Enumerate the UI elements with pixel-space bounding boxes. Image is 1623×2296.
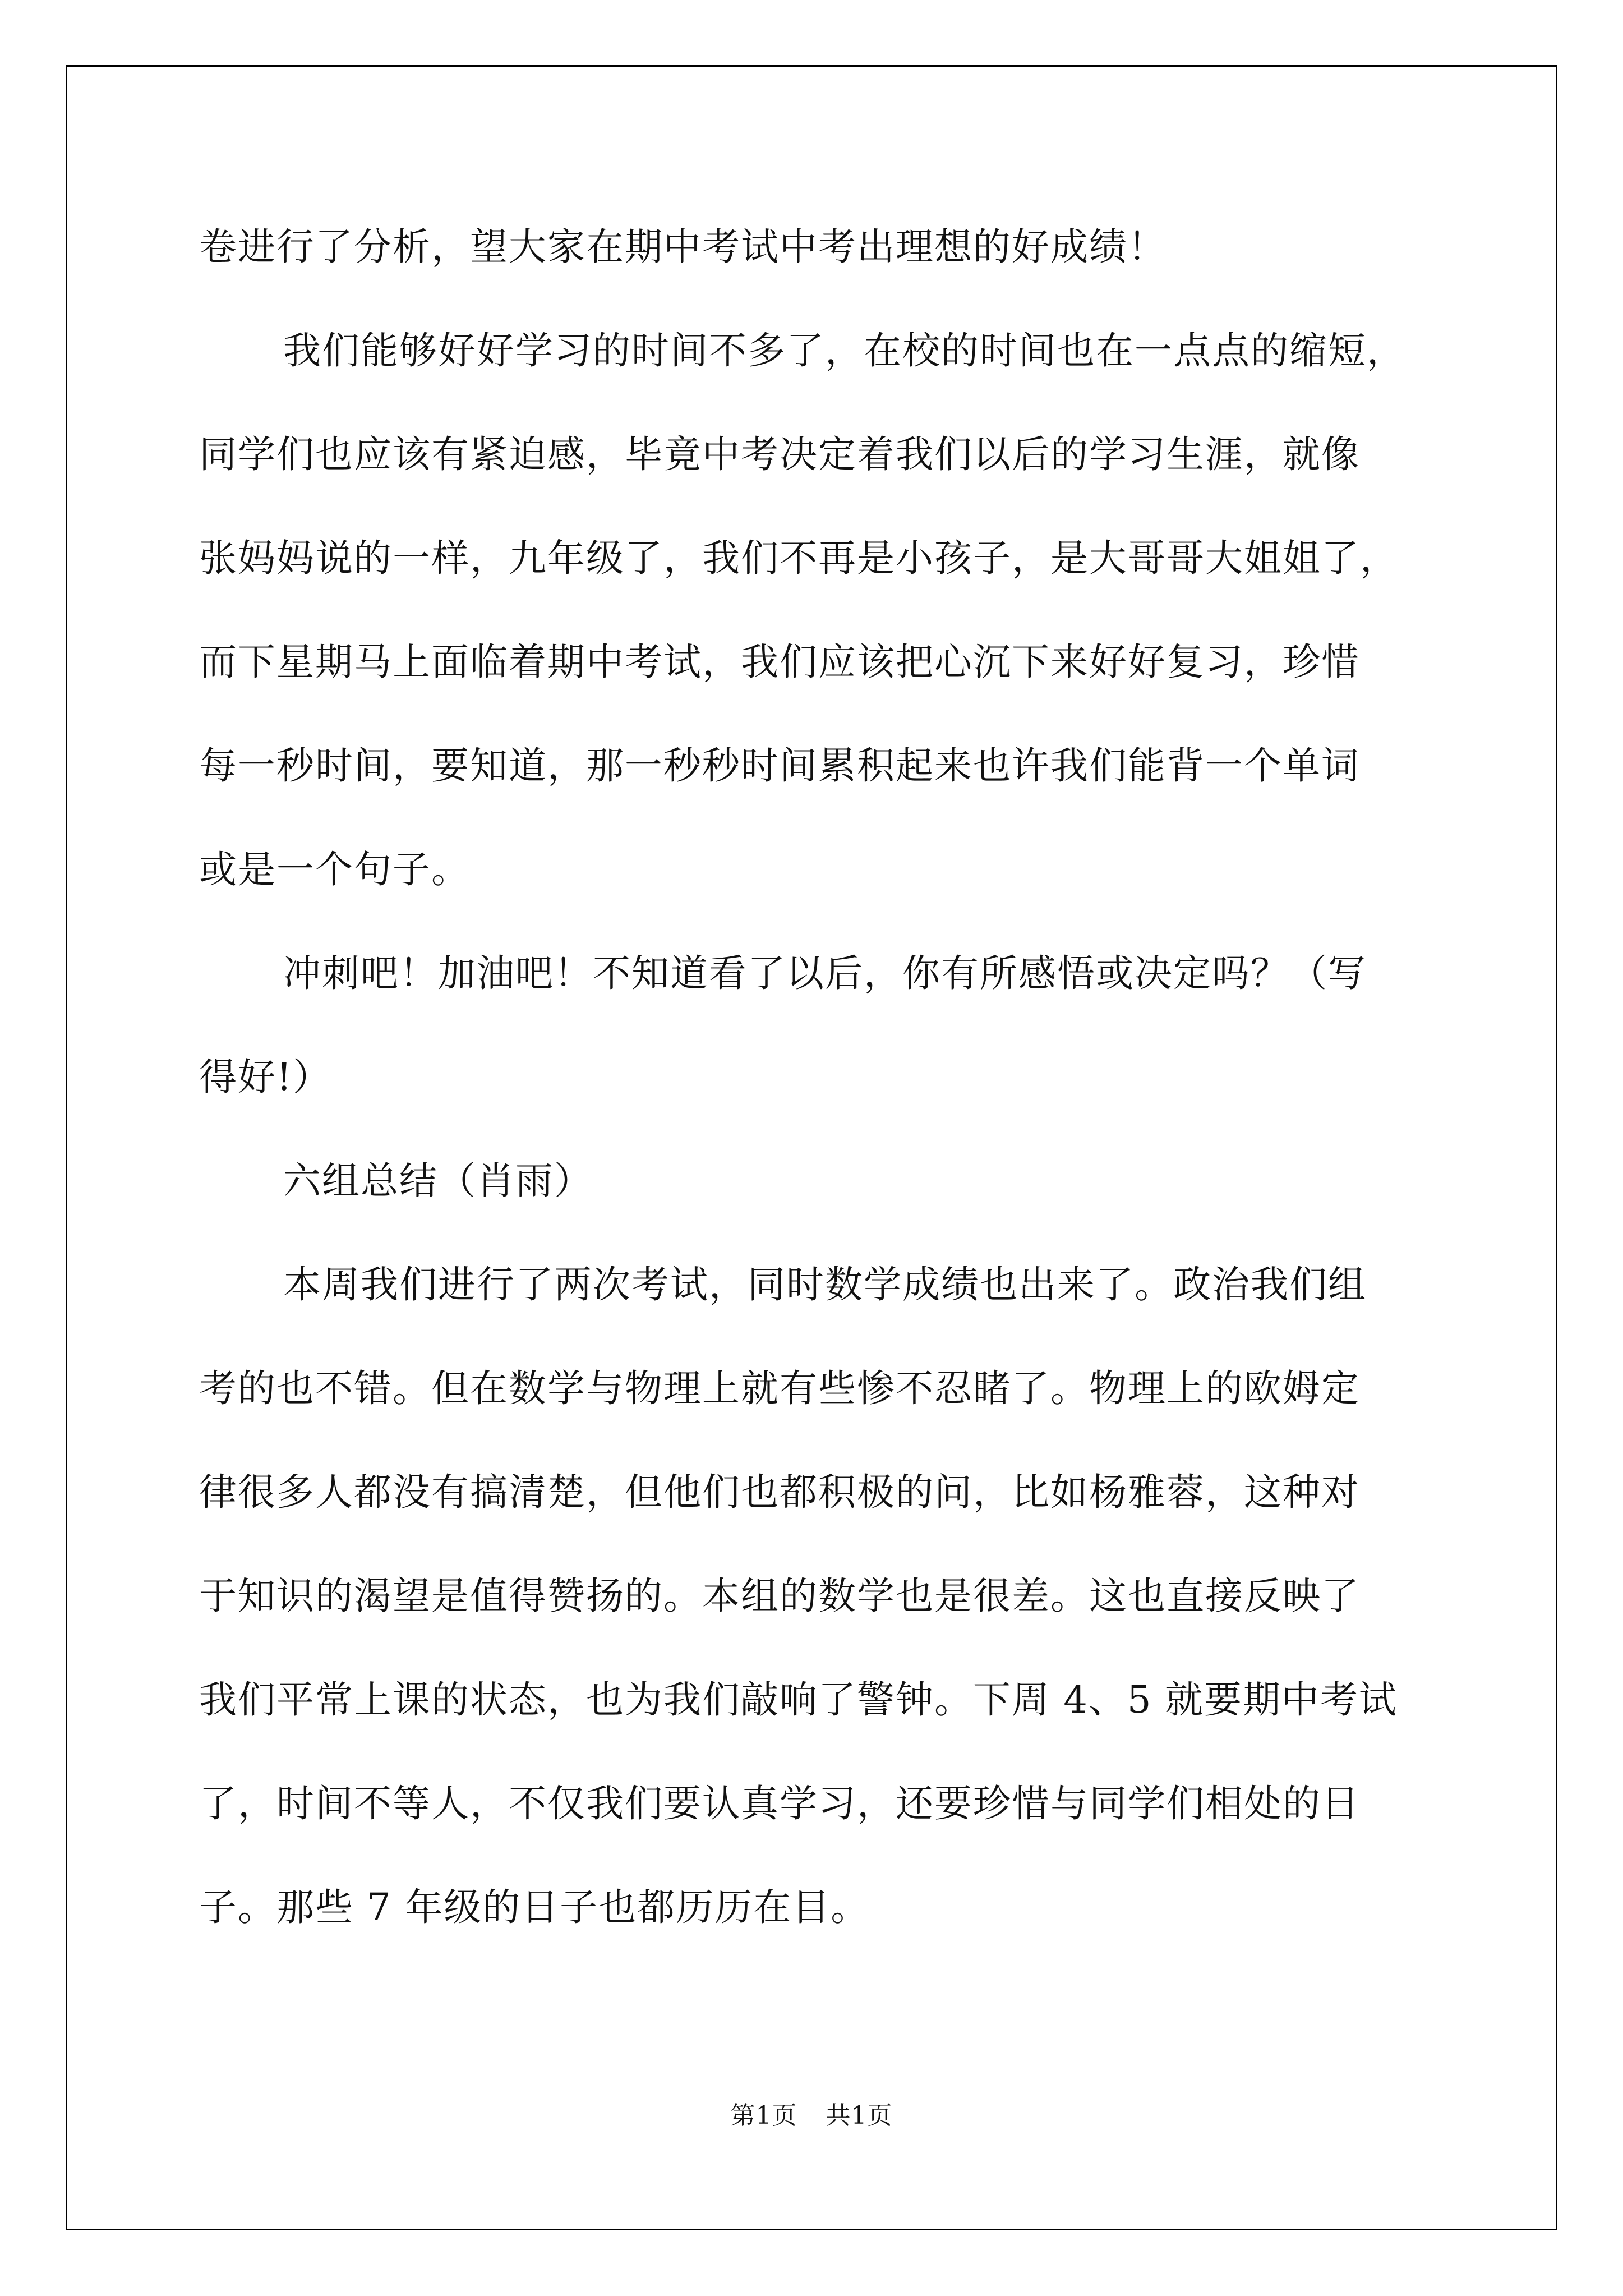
text-line: 冲刺吧！加油吧！不知道看了以后，你有所感悟或决定吗？（写	[283, 951, 1367, 995]
text-line: 了，时间不等人，不仅我们要认真学习，还要珍惜与同学们相处的日	[199, 1782, 1360, 1825]
text-line: 或是一个句子。	[199, 848, 470, 891]
text-line: 律很多人都没有搞清楚，但他们也都积极的问，比如杨雅蓉，这种对	[199, 1470, 1360, 1514]
text-line: 同学们也应该有紧迫感，毕竟中考决定着我们以后的学习生涯，就像	[199, 432, 1360, 476]
text-line: 张妈妈说的一样，九年级了，我们不再是小孩子，是大哥哥大姐姐了，	[199, 536, 1399, 580]
text-line: 考的也不错。但在数学与物理上就有些惨不忍睹了。物理上的欧姆定	[199, 1366, 1360, 1410]
section-heading: 六组总结（肖雨）	[283, 1159, 593, 1203]
text-line: 我们平常上课的状态，也为我们敲响了警钟。下周 4、5 就要期中考试	[199, 1678, 1398, 1722]
page-total: 共1页	[826, 2101, 893, 2130]
text-line: 而下星期马上面临着期中考试，我们应该把心沉下来好好复习，珍惜	[199, 640, 1360, 684]
text-line: 每一秒时间，要知道，那一秒秒时间累积起来也许我们能背一个单词	[199, 744, 1360, 788]
page-number: 第1页	[730, 2101, 797, 2130]
text-line: 我们能够好好学习的时间不多了，在校的时间也在一点点的缩短，	[283, 329, 1405, 372]
text-line: 于知识的渴望是值得赞扬的。本组的数学也是很差。这也直接反映了	[199, 1574, 1360, 1618]
text-line: 本周我们进行了两次考试，同时数学成绩也出来了。政治我们组	[283, 1263, 1367, 1306]
text-line: 得好!）	[199, 1055, 331, 1099]
text-line: 卷进行了分析，望大家在期中考试中考出理想的好成绩！	[199, 225, 1166, 269]
text-line: 子。那些 7 年级的日子也都历历在目。	[199, 1885, 870, 1929]
page-footer	[0, 2095, 1623, 2131]
